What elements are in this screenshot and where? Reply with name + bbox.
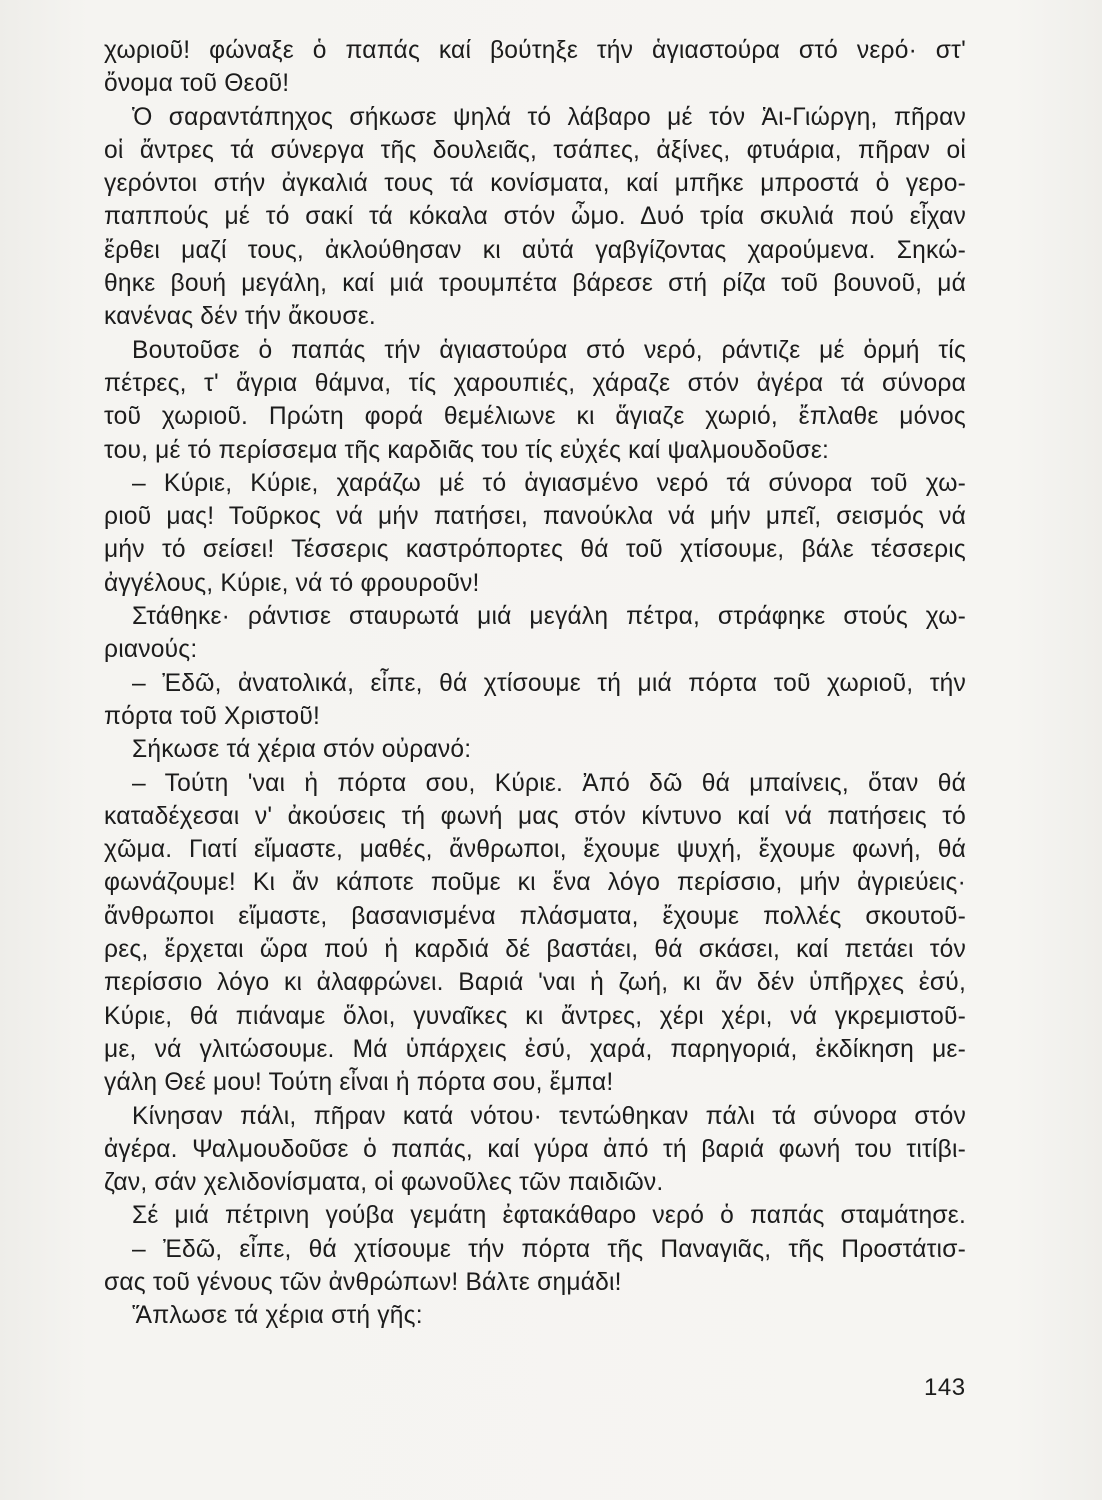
text-line: Κύριε, θά πιάναμε ὅλοι, γυναῖκες κι ἄντρες, χέρι χέρι, νά γκρεμιστοῦ-: [104, 1002, 966, 1030]
text-line: σας τοῦ γένους τῶν ἀνθρώπων! Βάλτε σημάδι!: [104, 1268, 622, 1296]
text-line: του, μέ τό περίσσεμα τῆς καρδιᾶς του τίς εὐχές καί ψαλμουδοῦσε:: [104, 436, 830, 464]
text-line: τοῦ χωριοῦ. Πρώτη φορά θεμέλιωνε κι ἅγιαζε χωριό, ἔπλαθε μόνος: [104, 403, 966, 431]
text-line: χῶμα. Γιατί εἴμαστε, μαθές, ἄνθρωποι, ἔχουμε ψυχή, ἔχουμε φωνή, θά: [104, 836, 966, 864]
text-line: Σήκωσε τά χέρια στόν οὐρανό:: [132, 736, 472, 764]
text-line: γερόντοι στήν ἀγκαλιά τους τά κονίσματα, καί μπῆκε μπροστά ὁ γερο-: [104, 170, 966, 198]
text-line: – Ἐδῶ, ἀνατολικά, εἶπε, θά χτίσουμε τή μιά πόρτα τοῦ χωριοῦ, τήν: [132, 669, 966, 697]
text-line: Βουτοῦσε ὁ παπάς τήν ἁγιαστούρα στό νερό, ράντιζε μέ ὁρμή τίς: [132, 336, 966, 364]
text-line: παππούς μέ τό σακί τά κόκαλα στόν ὦμο. Δυό τρία σκυλιά πού εἶχαν: [104, 203, 966, 231]
text-line: – Κύριε, Κύριε, χαράζω μέ τό ἁγιασμένο νερό τά σύνορα τοῦ χω-: [132, 469, 966, 497]
text-line: περίσσιο λόγο κι ἀλαφρώνει. Βαριά 'ναι ἡ ζωή, κι ἄν δέν ὑπῆρχες ἐσύ,: [104, 969, 966, 997]
text-line: Στάθηκε· ράντισε σταυρωτά μιά μεγάλη πέτρα, στράφηκε στούς χω-: [132, 603, 966, 631]
text-line: ριοῦ μας! Τοῦρκος νά μήν πατήσει, πανούκλα νά μήν μπεῖ, σεισμός νά: [104, 503, 966, 531]
text-line: ριανούς:: [104, 636, 198, 664]
text-line: καταδέχεσαι ν' ἀκούσεις τή φωνή μας στόν κίντυνο καί νά πατήσεις τό: [104, 802, 966, 830]
body-text: [104, 34, 966, 1333]
text-line: Σέ μιά πέτρινη γούβα γεμάτη ἐφτακάθαρο νερό ὁ παπάς σταμάτησε.: [132, 1202, 966, 1230]
text-line: ρες, ἔρχεται ὥρα πού ἡ καρδιά δέ βαστάει, θά σκάσει, καί πετάει τόν: [104, 936, 966, 964]
text-line: ἀγγέλους, Κύριε, νά τό φρουροῦν!: [104, 569, 480, 597]
text-line: μήν τό σείσει! Τέσσερις καστρόπορτες θά τοῦ χτίσουμε, βάλε τέσσερις: [104, 536, 966, 564]
page-number: 143: [924, 1374, 966, 1401]
text-line: Ὁ σαραντάπηχος σήκωσε ψηλά τό λάβαρο μέ τόν Ἁι-Γιώργη, πῆραν: [132, 103, 966, 131]
text-line: Ἅπλωσε τά χέρια στή γῆς:: [132, 1302, 423, 1330]
text-line: – Τούτη 'ναι ἡ πόρτα σου, Κύριε. Ἀπό δῶ θά μπαίνεις, ὅταν θά: [132, 769, 966, 797]
text-line: κανένας δέν τήν ἄκουσε.: [104, 303, 376, 331]
text-line: θηκε βουή μεγάλη, καί μιά τρουμπέτα βάρεσε στή ρίζα τοῦ βουνοῦ, μά: [104, 270, 966, 298]
text-line: πέτρες, τ' ἄγρια θάμνα, τίς χαρουπιές, χάραζε στόν ἀγέρα τά σύνορα: [104, 369, 966, 397]
text-line: ὄνομα τοῦ Θεοῦ!: [104, 70, 290, 98]
text-line: Κίνησαν πάλι, πῆραν κατά νότου· τεντώθηκαν πάλι τά σύνορα στόν: [132, 1102, 966, 1130]
text-line: με, νά γλιτώσουμε. Μά ὑπάρχεις ἐσύ, χαρά, παρηγοριά, ἐκδίκηση με-: [104, 1035, 966, 1063]
text-line: ἔρθει μαζί τους, ἀκλούθησαν κι αὐτά γαβγίζοντας χαρούμενα. Σηκώ-: [104, 236, 966, 264]
text-line: χωριοῦ! φώναξε ὁ παπάς καί βούτηξε τήν ἁγιαστούρα στό νερό· στ': [104, 37, 966, 64]
text-line: φωνάζουμε! Κι ἄν κάποτε ποῦμε κι ἕνα λόγο περίσσιο, μήν ἀγριεύεις·: [104, 869, 966, 897]
text-line: – Ἐδῶ, εἶπε, θά χτίσουμε τήν πόρτα τῆς Παναγιᾶς, τῆς Προστάτισ-: [132, 1235, 966, 1263]
text-line: οἱ ἄντρες τά σύνεργα τῆς δουλειᾶς, τσάπες, ἀξίνες, φτυάρια, πῆραν οἱ: [104, 136, 966, 164]
text-line: πόρτα τοῦ Χριστοῦ!: [104, 702, 320, 730]
text-line: ἄνθρωποι εἴμαστε, βασανισμένα πλάσματα, ἔχουμε πολλές σκουτοῦ-: [104, 902, 966, 930]
text-line: ζαν, σάν χελιδονίσματα, οἱ φωνοῦλες τῶν παιδιῶν.: [104, 1169, 664, 1197]
text-line: γάλη Θεέ μου! Τούτη εἶναι ἡ πόρτα σου, ἔμπα!: [104, 1069, 614, 1097]
text-line: ἀγέρα. Ψαλμουδοῦσε ὁ παπάς, καί γύρα ἀπό τή βαριά φωνή του τιτίβι-: [104, 1135, 966, 1163]
